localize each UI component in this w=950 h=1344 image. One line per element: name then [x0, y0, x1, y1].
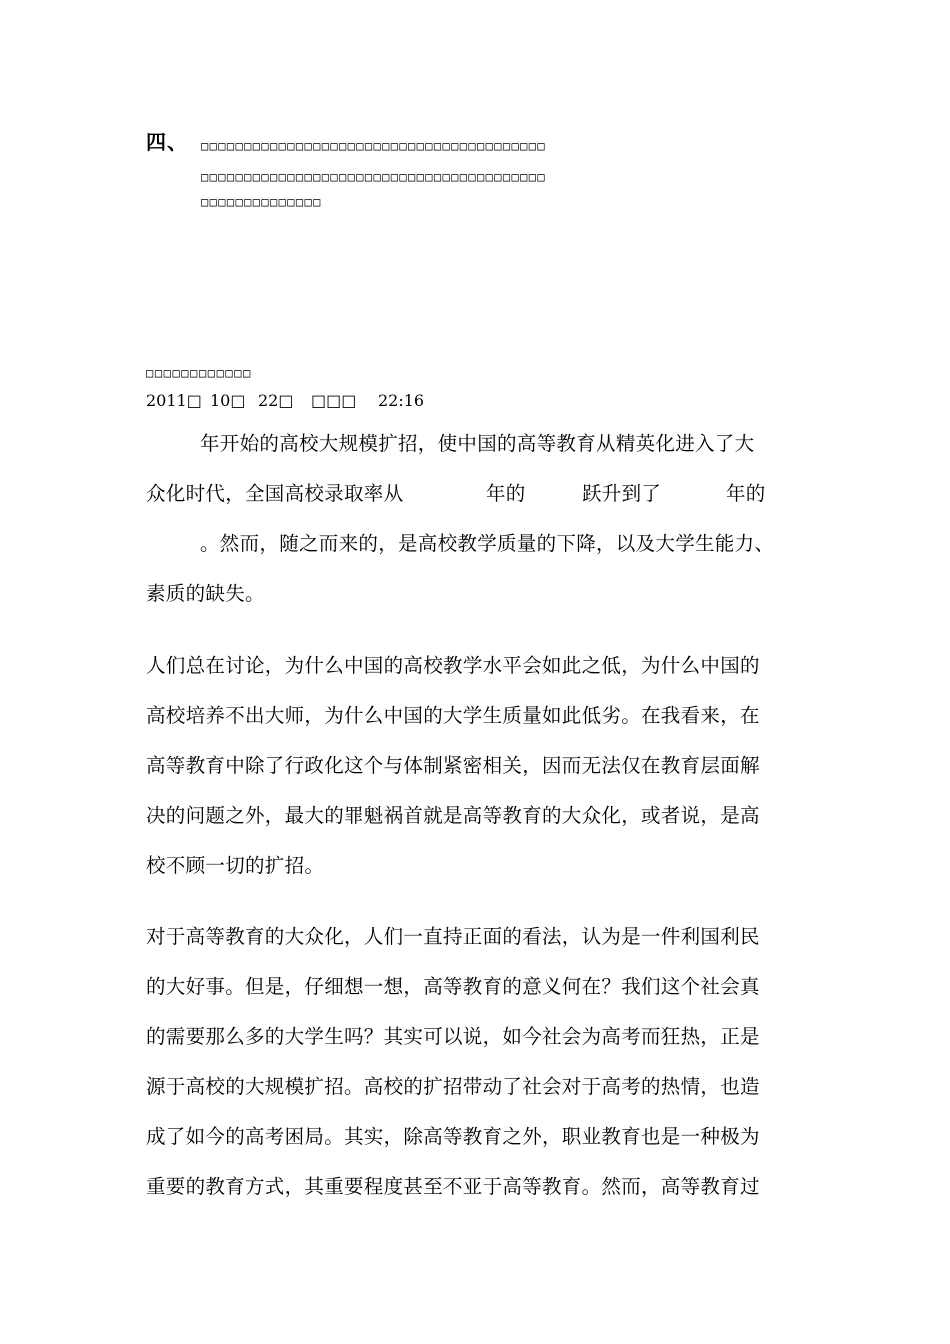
- article-title-garbled: □□□□□□□□□□□□: [146, 366, 252, 380]
- date-month: 10□: [210, 391, 246, 410]
- paragraph1-line-1: 年开始的高校大规模扩招，使中国的高等教育从精英化进入了大: [200, 432, 755, 455]
- paragraph3-line-2: 的大好事。但是，仔细想一想，高等教育的意义何在？我们这个社会真: [146, 975, 760, 998]
- garbled-heading-line-1: □□□□□□□□□□□□□□□□□□□□□□□□□□□□□□□□□□□□□□□□: [201, 139, 546, 153]
- paragraph1-line-2-part-c: 跃升到了: [582, 482, 662, 505]
- paragraph1-line-3: 。然而，随之而来的，是高校教学质量的下降，以及大学生能力、: [200, 532, 775, 555]
- paragraph1-line-2-part-d: 年的: [726, 482, 766, 505]
- date-year: 2011□: [146, 391, 202, 410]
- paragraph2-line-2: 高校培养不出大师，为什么中国的大学生质量如此低劣。在我看来，在: [146, 704, 760, 727]
- date-time: 22:16: [378, 391, 425, 410]
- paragraph2-line-1: 人们总在讨论，为什么中国的高校教学水平会如此之低，为什么中国的: [146, 654, 760, 677]
- paragraph2-line-5: 校不顾一切的扩招。: [146, 854, 325, 877]
- paragraph1-line-4: 素质的缺失。: [146, 582, 265, 605]
- date-weekday: □□□: [311, 391, 357, 410]
- paragraph3-line-4: 源于高校的大规模扩招。高校的扩招带动了社会对于高考的热情，也造: [146, 1075, 760, 1098]
- paragraph2-line-4: 决的问题之外，最大的罪魁祸首就是高等教育的大众化，或者说，是高: [146, 804, 760, 827]
- paragraph3-line-5: 成了如今的高考困局。其实，除高等教育之外，职业教育也是一种极为: [146, 1125, 760, 1148]
- section-number: 四、: [146, 130, 188, 154]
- garbled-heading-line-3: □□□□□□□□□□□□□□: [201, 195, 322, 209]
- paragraph3-line-1: 对于高等教育的大众化，人们一直持正面的看法，认为是一件利国利民: [146, 925, 760, 948]
- paragraph3-line-6: 重要的教育方式，其重要程度甚至不亚于高等教育。然而，高等教育过: [146, 1175, 760, 1198]
- paragraph3-line-3: 的需要那么多的大学生吗？其实可以说，如今社会为高考而狂热，正是: [146, 1025, 760, 1048]
- paragraph1-line-2-part-b: 年的: [486, 482, 526, 505]
- paragraph1-line-2-part-a: 众化时代，全国高校录取率从: [146, 482, 404, 505]
- paragraph2-line-3: 高等教育中除了行政化这个与体制紧密相关，因而无法仅在教育层面解: [146, 754, 760, 777]
- date-day: 22□: [258, 391, 294, 410]
- garbled-heading-line-2: □□□□□□□□□□□□□□□□□□□□□□□□□□□□□□□□□□□□□□□□: [201, 170, 546, 184]
